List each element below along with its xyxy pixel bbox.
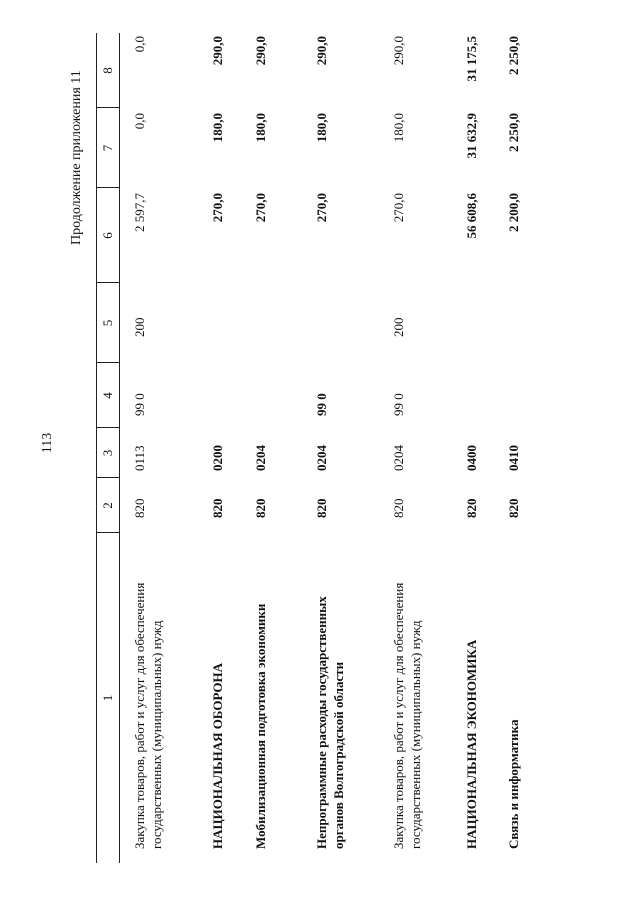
cell-c2: 820	[132, 498, 147, 518]
cell-c6: 270,0	[210, 193, 225, 223]
cell-c6: 270,0	[314, 193, 329, 223]
cell-c7: 180,0	[253, 113, 268, 143]
cell-c4: 99 0	[314, 393, 329, 416]
cell-c7: 180,0	[391, 113, 406, 143]
cell-c4: 99 0	[391, 393, 406, 416]
header-col-8: 8	[100, 67, 115, 74]
cell-c2: 820	[506, 498, 521, 518]
cell-c3: 0200	[210, 445, 225, 471]
cell-c8: 0,0	[132, 36, 147, 53]
cell-c5: 200	[132, 317, 147, 337]
header-col-3: 3	[100, 449, 115, 457]
cell-c8: 290,0	[391, 36, 406, 66]
header-col-4: 4	[100, 392, 115, 399]
appendix-note: Продолжение приложения 11	[69, 70, 84, 245]
cell-c8: 31 175,5	[464, 36, 479, 82]
cell-c3: 0113	[132, 445, 147, 471]
cell-c6: 2 597,7	[132, 193, 147, 232]
row-name: НАЦИОНАЛЬНАЯ ОБОРОНА	[210, 663, 225, 849]
cell-c6: 270,0	[391, 193, 406, 223]
cell-c6: 2 200,0	[506, 193, 521, 232]
cell-c4: 99 0	[132, 393, 147, 416]
cell-c7: 31 632,9	[464, 113, 479, 159]
page-number: 113	[40, 432, 56, 454]
row-name: Связь и информатика	[506, 719, 521, 849]
header-col-6: 6	[100, 232, 115, 239]
row-name: Закупка товаров, работ и услуг для обеспечения государственных (муниципальных) нужд	[132, 582, 164, 849]
cell-c2: 820	[210, 498, 225, 518]
header-col-7: 7	[100, 144, 115, 152]
cell-c3: 0204	[391, 445, 406, 471]
cell-c7: 2 250,0	[506, 113, 521, 152]
cell-c8: 290,0	[210, 36, 225, 66]
cell-c6: 270,0	[253, 193, 268, 223]
cell-c7: 180,0	[314, 113, 329, 143]
cell-c3: 0204	[253, 445, 268, 471]
cell-c3: 0410	[506, 445, 521, 471]
cell-c7: 180,0	[210, 113, 225, 143]
cell-c7: 0,0	[132, 113, 147, 130]
row-name: Непрограммные расходы государственных органов Волгоградской области	[314, 596, 346, 849]
row-name: Мобилизационная подготовка экономики	[253, 603, 268, 849]
cell-c3: 0400	[464, 445, 479, 471]
row-name: НАЦИОНАЛЬНАЯ ЭКОНОМИКА	[464, 639, 479, 849]
cell-c2: 820	[314, 498, 329, 518]
cell-c2: 820	[391, 498, 406, 518]
cell-c2: 820	[253, 498, 268, 518]
cell-c8: 290,0	[314, 36, 329, 66]
cell-c3: 0204	[314, 445, 329, 471]
header-col-1: 1	[100, 694, 115, 702]
header-col-5: 5	[100, 319, 115, 327]
cell-c6: 56 608,6	[464, 193, 479, 239]
header-col-2: 2	[100, 502, 115, 509]
cell-c8: 2 250,0	[506, 36, 521, 75]
cell-c5: 200	[391, 317, 406, 337]
cell-c2: 820	[464, 498, 479, 518]
row-name: Закупка товаров, работ и услуг для обеспечения государственных (муниципальных) нужд	[391, 582, 423, 849]
table-header	[96, 33, 120, 863]
cell-c8: 290,0	[253, 36, 268, 66]
